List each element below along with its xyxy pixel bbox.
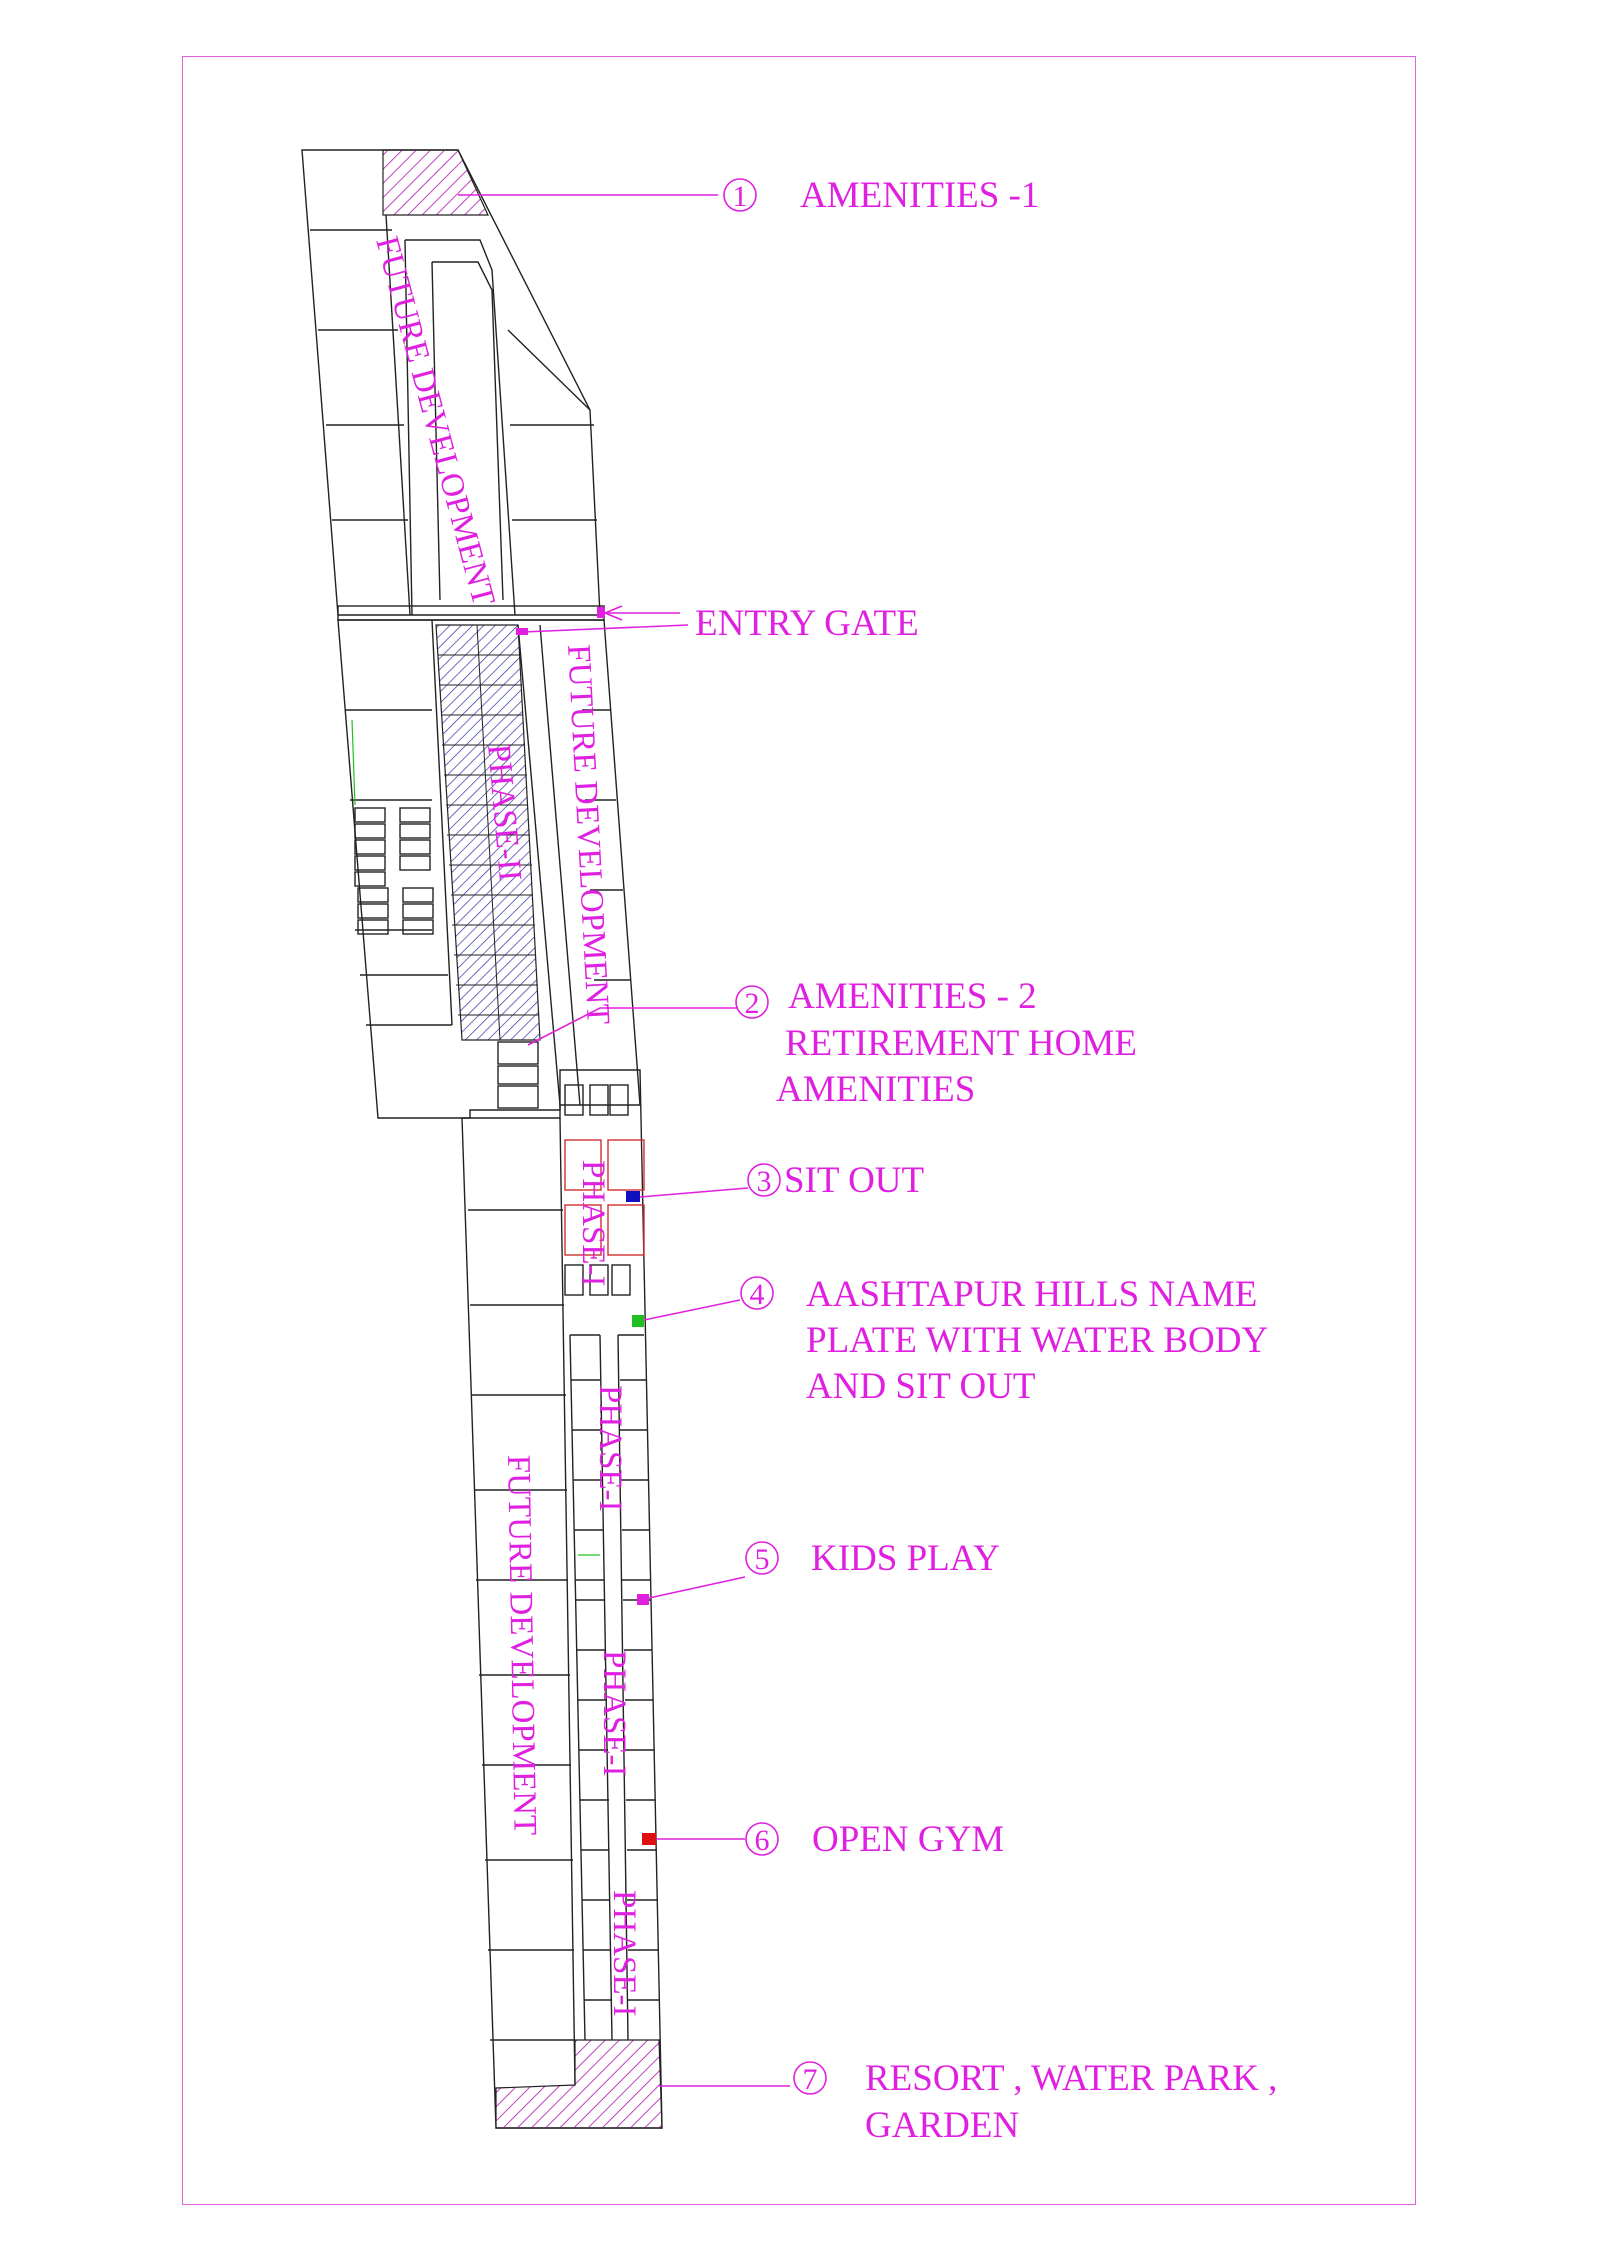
- svg-text:1: 1: [732, 180, 748, 213]
- label-amenities-2b: AMENITIES: [776, 1069, 976, 1110]
- zone-future-development-1: FUTURE DEVELOPMENT: [368, 232, 502, 610]
- label-name-plate-1: AASHTAPUR HILLS NAME: [806, 1274, 1258, 1315]
- zone-phase-2: PHASE-II: [480, 742, 528, 883]
- zone-phase-1-c: PHASE-I: [596, 1650, 632, 1777]
- name-plate-marker: [632, 1315, 644, 1327]
- label-name-plate-2: PLATE WITH WATER BODY: [806, 1320, 1269, 1361]
- resort-area: [496, 2040, 662, 2128]
- legend-marker-7: [794, 2062, 826, 2096]
- svg-text:3: 3: [756, 1165, 772, 1198]
- legend-marker-5: [746, 1542, 778, 1576]
- legend-marker-6: [746, 1823, 778, 1857]
- entry-gate-marker: [597, 607, 605, 618]
- label-entry-gate: ENTRY GATE: [695, 603, 919, 644]
- upper-right-plots: [508, 330, 597, 520]
- middle-left-plots: [345, 620, 452, 1025]
- open-gym-marker: [642, 1833, 656, 1845]
- label-retirement-home: RETIREMENT HOME: [785, 1023, 1137, 1064]
- svg-text:2: 2: [744, 987, 760, 1020]
- legend-marker-4: [741, 1277, 773, 1311]
- small-unit-grid: [355, 808, 433, 934]
- svg-text:5: 5: [754, 1543, 770, 1576]
- label-amenities-1: AMENITIES -1: [800, 175, 1040, 216]
- label-resort-2: GARDEN: [865, 2105, 1020, 2146]
- label-name-plate-3: AND SIT OUT: [806, 1366, 1036, 1407]
- legend-marker-3: [748, 1164, 780, 1198]
- zone-phase-1-a: PHASE-I: [575, 1160, 611, 1287]
- sit-out-marker: [626, 1191, 640, 1202]
- zone-phase-1-b: PHASE-I: [592, 1385, 628, 1512]
- kids-play-marker: [637, 1594, 649, 1605]
- svg-text:4: 4: [749, 1278, 765, 1311]
- amenities-1-area: [383, 150, 488, 215]
- legend-marker-1: [724, 179, 756, 213]
- svg-text:7: 7: [802, 2063, 818, 2096]
- label-sit-out: SIT OUT: [784, 1160, 925, 1201]
- legend-markers: [724, 179, 826, 2096]
- legend-marker-2: [736, 986, 768, 1020]
- zone-phase-1-d: PHASE-I: [606, 1890, 642, 2017]
- label-amenities-2: AMENITIES - 2: [788, 976, 1037, 1017]
- label-resort-1: RESORT , WATER PARK ,: [865, 2058, 1278, 2099]
- svg-text:6: 6: [754, 1824, 770, 1857]
- zone-future-development-3: FUTURE DEVELOPMENT: [500, 1454, 543, 1836]
- legend-labels: [695, 175, 1277, 2146]
- zone-future-development-2: FUTURE DEVELOPMENT: [560, 643, 616, 1026]
- label-kids-play: KIDS PLAY: [811, 1538, 1000, 1579]
- label-open-gym: OPEN GYM: [812, 1819, 1005, 1860]
